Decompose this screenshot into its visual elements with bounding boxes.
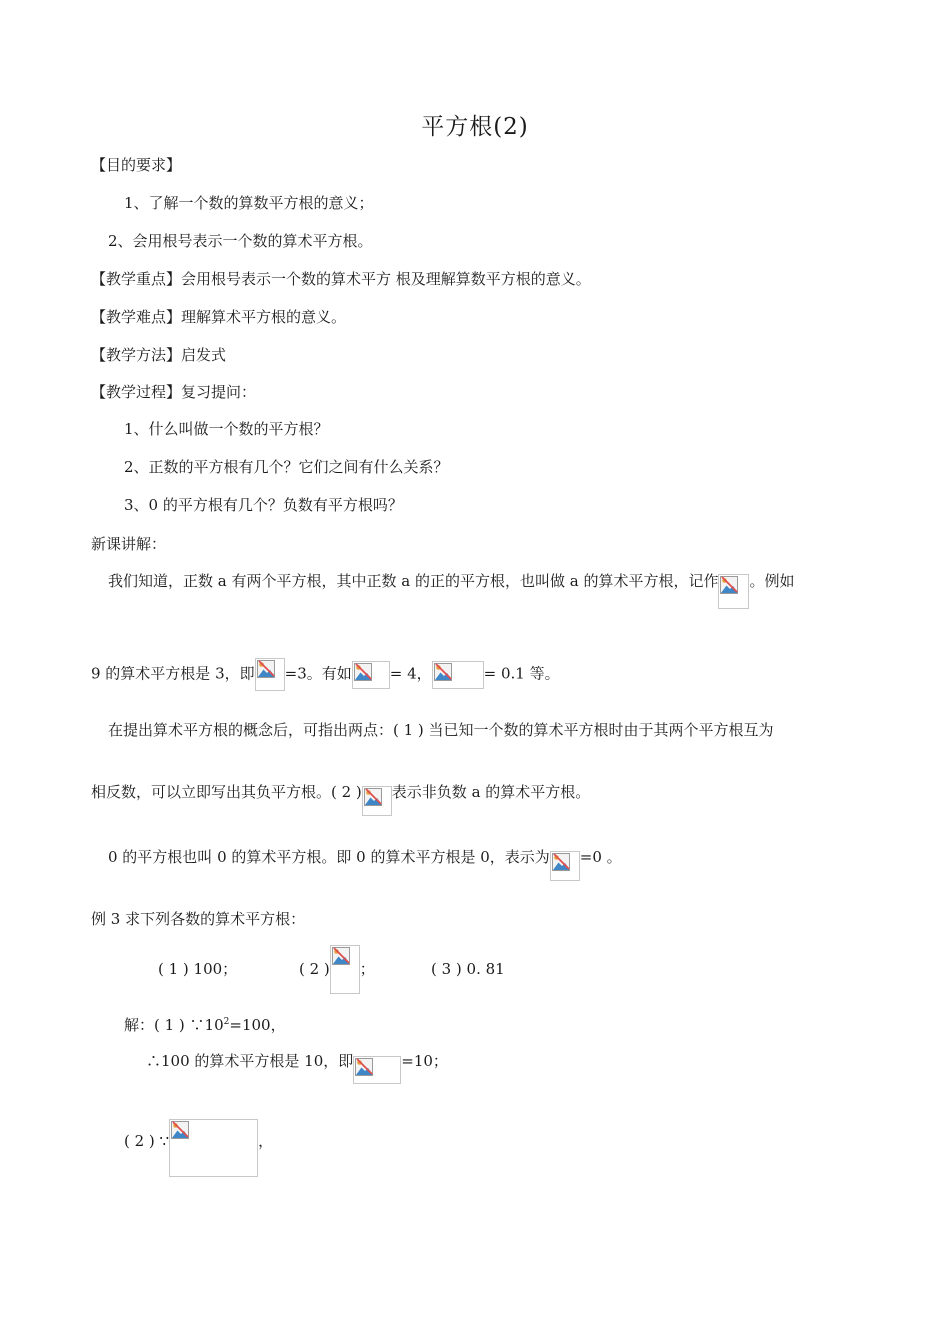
paragraph-1-text-end: 。例如 [749,572,795,590]
formula-image [718,574,749,609]
formula-image [353,1056,401,1084]
review-question-3: 3、0 的平方根有几个？负数有平方根吗？ [124,496,403,514]
broken-image-icon [171,1121,189,1139]
review-question-2: 2、正数的平方根有几个？它们之间有什么关系？ [124,458,449,476]
process-header: 【教学过程】复习提问： [91,383,257,401]
formula-image [352,661,390,689]
solution-1-text: 解：( 1 ) ∵10 [124,1016,224,1034]
broken-image-icon [332,947,350,965]
solution-1-conclusion [146,1050,448,1084]
solution-1-conclusion-end: =10； [401,1052,448,1070]
paragraph-5 [108,846,622,881]
new-lesson-header: 新课讲解： [91,535,167,553]
exponent: 2 [223,1017,230,1027]
example-item-3: ( 3 ) 0. 81 [431,960,505,978]
formula-image [169,1119,258,1177]
paragraph-5-text: 0 的平方根也叫 0 的算术平方根。即 0 的算术平方根是 0，表示为 [108,848,550,866]
example-item-2 [299,958,375,994]
paragraph-2-text: = 0.1 等。 [483,664,560,683]
formula-image [255,658,285,691]
broken-image-icon [364,788,382,806]
paragraph-4-text: 表示非负数 a 的算术平方根。 [391,783,591,801]
solution-2-end: ， [258,1132,274,1150]
paragraph-4 [91,781,590,816]
goal-item-1: 1、了解一个数的算数平方根的意义； [124,194,374,212]
broken-image-icon [355,1058,373,1076]
solution-1 [124,1011,286,1036]
review-question-1: 1、什么叫做一个数的平方根？ [124,420,329,438]
example-3-header: 例 3 求下列各数的算术平方根： [91,910,306,928]
paragraph-4-text: 相反数，可以立即写出其负平方根。( 2 ) [91,783,362,801]
solution-2-text: ( 2 ) ∵ [124,1132,170,1150]
goals-header: 【目的要求】 [91,156,182,174]
broken-image-icon [257,660,275,678]
teaching-method: 【教学方法】启发式 [91,346,227,364]
formula-image [330,945,360,994]
broken-image-icon [354,663,372,681]
paragraph-5-text: =0 。 [579,848,622,866]
formula-image [362,786,392,816]
example-item-2-label: ( 2 ) [299,960,330,978]
key-point: 【教学重点】会用根号表示一个数的算术平方 根及理解算数平方根的意义。 [91,270,591,288]
paragraph-3: 在提出算术平方根的概念后，可指出两点：( 1 ) 当已知一个数的算术平方根时由于其两个平方根互为 [108,721,774,739]
formula-image [432,661,484,689]
solution-2 [124,1130,273,1177]
page-title: 平方根(2) [421,114,529,140]
paragraph-2-text: 9 的算术平方根是 3，即 [91,664,255,683]
paragraph-1 [108,570,794,609]
difficulty: 【教学难点】理解算术平方根的意义。 [91,308,347,326]
broken-image-icon [720,576,738,594]
broken-image-icon [552,853,570,871]
paragraph-2 [91,658,560,691]
goal-item-2: 2、会用根号表示一个数的算术平方根。 [108,232,373,250]
formula-image [550,851,580,881]
broken-image-icon [434,663,452,681]
paragraph-1-text: 我们知道，正数 a 有两个平方根，其中正数 a 的正的平方根，也叫做 a 的算术平方根，记作 [108,572,719,590]
paragraph-2-text: =3。有如 [284,664,352,683]
example-item-1: ( 1 ) 100； [158,960,238,978]
solution-1-text-end: =100， [229,1016,286,1034]
solution-1-conclusion-text: ∴100 的算术平方根是 10，即 [146,1052,354,1070]
paragraph-2-text: = 4， [389,664,432,683]
example-item-2-end: ； [359,960,375,978]
